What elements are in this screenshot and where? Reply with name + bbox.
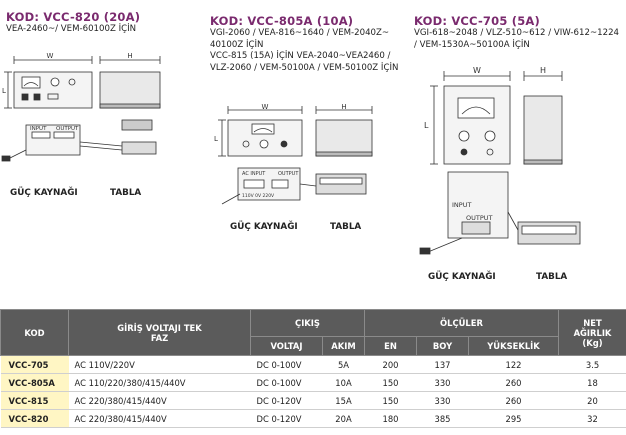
section-line: VGI-2060 / VEA-816~1640 / VEM-2040Z~ <box>210 28 390 38</box>
cell-kod: VCC-815 <box>1 392 69 410</box>
dim-h-label: H <box>127 52 133 60</box>
cell-yukseklik: 295 <box>469 410 559 428</box>
power-supply-label: GÜÇ KAYNAĞI <box>428 272 496 282</box>
table-label: TABLA <box>536 272 568 282</box>
cell-boy: 385 <box>417 410 469 428</box>
header-voltaj: VOLTAJ <box>251 337 323 356</box>
cell-voltaj: DC 0-100V <box>251 356 323 374</box>
cell-boy: 330 <box>417 374 469 392</box>
vcc-820-diagram <box>0 50 200 185</box>
section-title: KOD: VCC-820 (20A) <box>6 10 141 24</box>
output-label: OUTPUT <box>466 214 493 222</box>
dim-h-label: H <box>341 104 347 111</box>
header-kod: KOD <box>1 310 69 356</box>
cell-voltaj: DC 0-120V <box>251 410 323 428</box>
vcc-705-diagram <box>414 62 620 267</box>
section-title: KOD: VCC-805A (10A) <box>210 14 354 28</box>
cell-akim: 10A <box>323 374 365 392</box>
cell-yukseklik: 260 <box>469 392 559 410</box>
cell-akim: 5A <box>323 356 365 374</box>
header-cikis: ÇIKIŞ <box>251 310 365 337</box>
output-label: OUTPUT <box>278 171 299 177</box>
header-en: EN <box>365 337 417 356</box>
header-akim: AKIM <box>323 337 365 356</box>
section-line: / VEM-1530A~50100A İÇİN <box>414 39 530 50</box>
section-line: VGI-618~2048 / VLZ-510~612 / VIW-612~1224 <box>414 28 620 38</box>
cell-giris: AC 220/380/415/440V <box>69 392 251 410</box>
cell-agirlik: 20 <box>559 392 626 410</box>
power-supply-label: GÜÇ KAYNAĞI <box>10 188 78 198</box>
cell-giris: AC 110V/220V <box>69 356 251 374</box>
vcc-805a-diagram <box>212 104 408 214</box>
input-label: INPUT <box>452 201 472 209</box>
section-line: VEA-2460~/ VEM-60100Z İÇİN <box>6 24 137 34</box>
cell-akim: 20A <box>323 410 365 428</box>
cell-giris: AC 110/220/380/415/440V <box>69 374 251 392</box>
cell-en: 150 <box>365 374 417 392</box>
dim-w-label: W <box>473 66 481 75</box>
table-label: TABLA <box>330 222 362 232</box>
dim-h-label: H <box>539 66 547 75</box>
cell-kod: VCC-705 <box>1 356 69 374</box>
cell-kod: VCC-805A <box>1 374 69 392</box>
header-giris: GİRİŞ VOLTAJI TEK FAZ <box>69 310 251 356</box>
cell-boy: 330 <box>417 392 469 410</box>
power-supply-label: GÜÇ KAYNAĞI <box>230 222 298 232</box>
header-boy: BOY <box>417 337 469 356</box>
header-agirlik: NET AĞIRLIK (Kg) <box>559 310 626 356</box>
cell-voltaj: DC 0-100V <box>251 374 323 392</box>
dim-l-label: L <box>424 121 429 130</box>
cell-en: 180 <box>365 410 417 428</box>
spec-table <box>0 309 626 428</box>
section-line: 40100Z İÇİN <box>210 39 264 50</box>
table-row <box>1 392 626 410</box>
header-olculer: ÖLÇÜLER <box>365 310 559 337</box>
dim-w-label: W <box>261 104 269 111</box>
cell-boy: 137 <box>417 356 469 374</box>
cell-agirlik: 3.5 <box>559 356 626 374</box>
cell-kod: VCC-820 <box>1 410 69 428</box>
dim-w-label: W <box>46 52 54 60</box>
section-vcc-805a <box>210 14 398 74</box>
dim-l-label: L <box>2 87 6 95</box>
table-label: TABLA <box>110 188 142 198</box>
cell-agirlik: 18 <box>559 374 626 392</box>
section-line: VLZ-2060 / VEM-50100A / VEM-50100Z İÇİN <box>210 62 399 73</box>
cell-yukseklik: 122 <box>469 356 559 374</box>
cell-giris: AC 220/380/415/440V <box>69 410 251 428</box>
cell-en: 200 <box>365 356 417 374</box>
cell-voltaj: DC 0-120V <box>251 392 323 410</box>
table-row <box>1 374 626 392</box>
table-row <box>1 356 626 374</box>
input-label: INPUT <box>30 126 47 132</box>
section-vcc-705 <box>414 14 619 51</box>
cell-agirlik: 32 <box>559 410 626 428</box>
output-label: OUTPUT <box>56 126 79 132</box>
input-label: AC INPUT <box>242 171 266 177</box>
header-yukseklik: YÜKSEKLİK <box>469 337 559 356</box>
cell-yukseklik: 260 <box>469 374 559 392</box>
dim-l-label: L <box>214 135 218 143</box>
table-row <box>1 410 626 428</box>
cell-en: 150 <box>365 392 417 410</box>
voltage-label: 110V 0V 220V <box>242 194 275 199</box>
section-title: KOD: VCC-705 (5A) <box>414 14 540 28</box>
section-vcc-820 <box>6 10 140 36</box>
cell-akim: 15A <box>323 392 365 410</box>
section-line: VCC-815 (15A) İÇİN VEA-2040~VEA2460 / <box>210 51 391 61</box>
